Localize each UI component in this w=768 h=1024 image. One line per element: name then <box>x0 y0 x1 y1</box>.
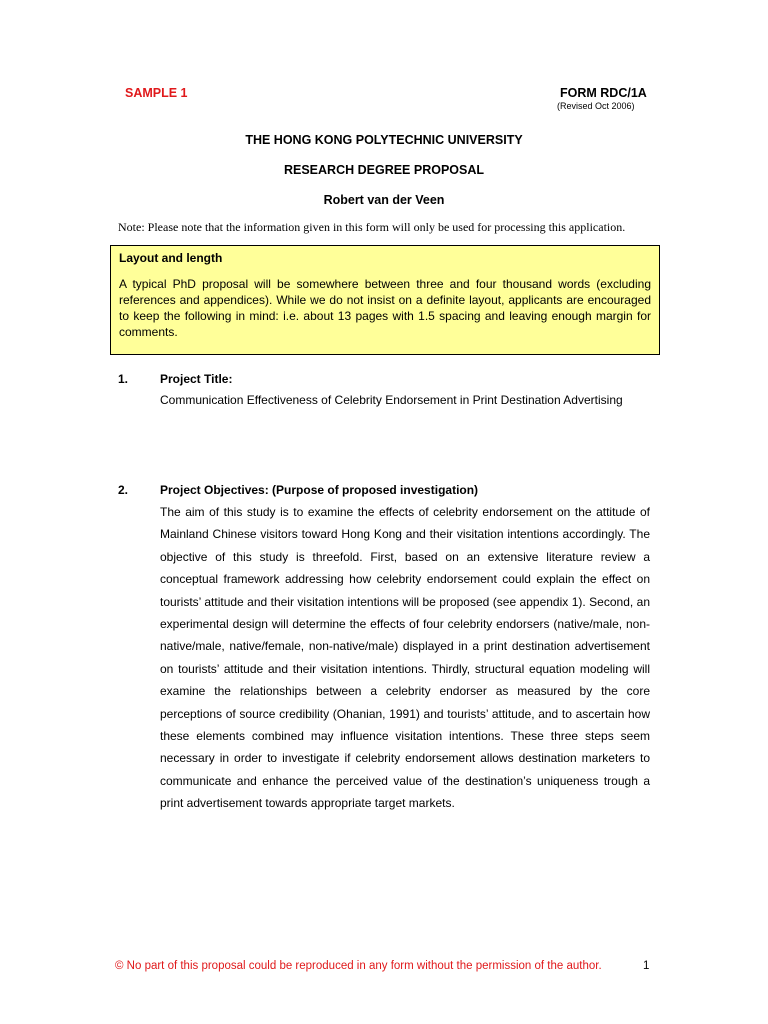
copyright-notice: © No part of this proposal could be reproduced in any form without the permission of the author. <box>115 960 602 972</box>
layout-box-body: A typical PhD proposal will be somewhere between three and four thousand words (excluding references and appendices). While we do not insist on a definite layout, applicants are encouraged to keep the following in mind: i.e. about 13 pages with 1.5 spacing and leaving enough margin for comments. <box>119 277 651 339</box>
project-title-text: Communication Effectiveness of Celebrity Endorsement in Print Destination Advertising <box>160 393 623 407</box>
university-title: THE HONG KONG POLYTECHNIC UNIVERSITY <box>245 133 523 147</box>
layout-length-box <box>110 245 660 355</box>
revised-date: (Revised Oct 2006) <box>557 101 635 111</box>
document-type: RESEARCH DEGREE PROPOSAL <box>283 163 485 177</box>
form-id: FORM RDC/1A <box>560 86 647 100</box>
page-number: 1 <box>643 960 650 972</box>
section-number: 2. <box>118 483 129 497</box>
processing-note: Note: Please note that the information given in this form will only be used for processing this application. <box>118 220 626 234</box>
layout-box-title: Layout and length <box>119 251 223 265</box>
section-number: 1. <box>118 372 129 386</box>
section-heading: Project Title: <box>160 372 233 386</box>
project-objectives-text: The aim of this study is to examine the effects of celebrity endorsement on the attitude of Mainland Chinese visitors toward Hong Kong and their visitation intentions accordingly. The objective of this study is threefold. First, based on an extensive literature review a conceptual framework addressing how celebrity endorsement could explain the effect on tourists’ attitude and their visitation intentions will be proposed (see appendix 1). Second, an experimental design will determine the effects of four celebrity endorsers (native/male, non-native/male, native/female, non-native/male) displayed in a print destination advertisement on tourists’ attitude and their visitation intentions. Thirdly, structural equation modeling will examine the relationships between a celebrity endorser as measured by the core perceptions of source credibility (Ohanian, 1991) and tourists’ attitude, and to ascertain how these elements combined may influence visitation intentions. These three steps seem necessary in order to investigate if celebrity endorsement allows destination marketers to communicate and enhance the perceived value of the destination’s uniqueness trough a print advertisement towards appropriate target markets. <box>160 505 650 811</box>
sample-label: SAMPLE 1 <box>125 86 188 100</box>
author-name: Robert van der Veen <box>323 193 445 207</box>
section-heading: Project Objectives: (Purpose of proposed investigation) <box>160 483 479 497</box>
